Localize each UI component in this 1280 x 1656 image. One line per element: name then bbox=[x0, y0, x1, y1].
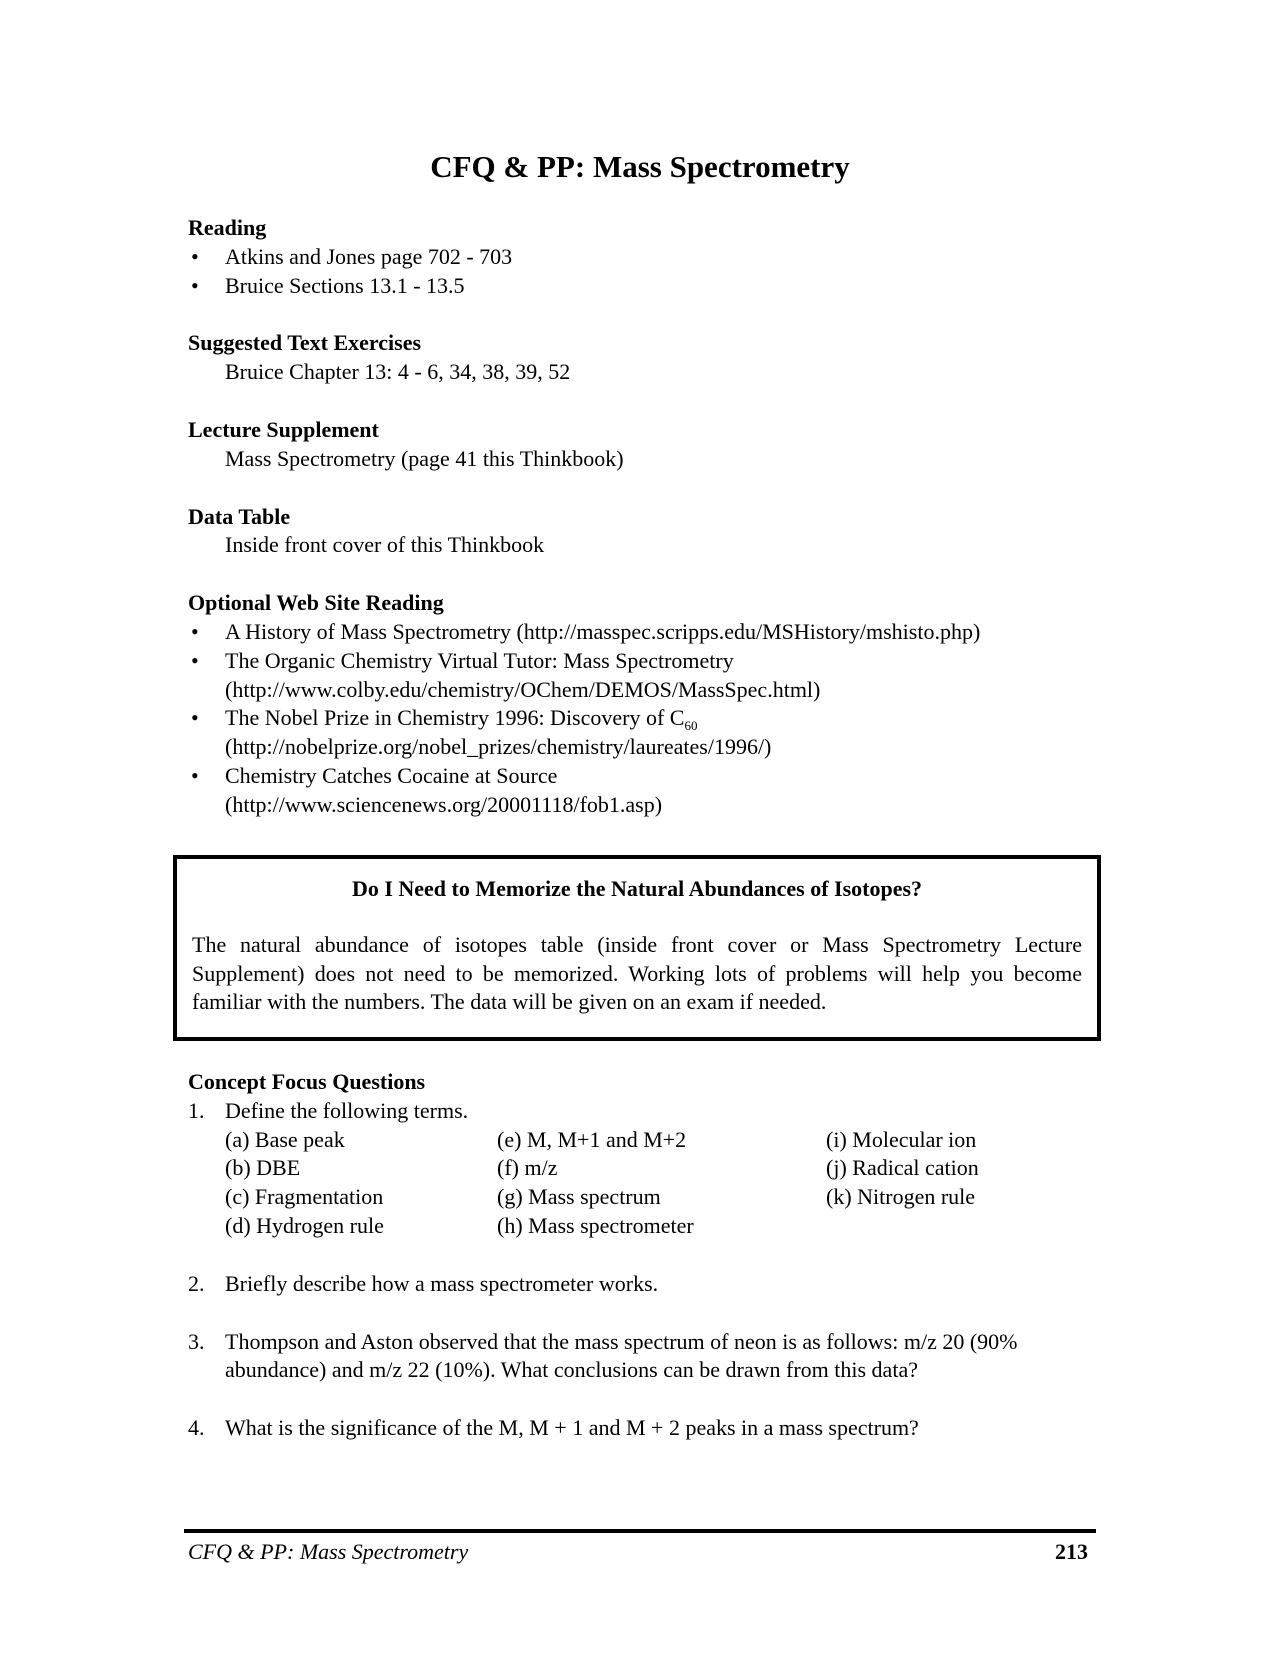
question-text: Thompson and Aston observed that the mass spectrum of neon is as follows: m/z 20 (90% abundance) and m/z 22 (10%). What conclusions can be drawn from this data? bbox=[225, 1328, 1018, 1383]
term-item: (k) Nitrogen rule bbox=[826, 1184, 976, 1210]
list-item: • Atkins and Jones page 702 - 703 bbox=[188, 243, 1088, 272]
question-number: 4. bbox=[188, 1415, 205, 1441]
cfq-heading: Concept Focus Questions bbox=[188, 1069, 426, 1094]
link-url[interactable]: (http://www.colby.edu/chemistry/OChem/DEMOS/MassSpec.html) bbox=[225, 676, 821, 702]
main-content bbox=[188, 214, 1088, 849]
link-url[interactable]: (http://www.sciencenews.org/20001118/fob1.asp) bbox=[225, 791, 663, 817]
datatable-text: Inside front cover of this Thinkbook bbox=[225, 532, 545, 558]
list-item bbox=[188, 704, 1088, 762]
list-item: • Bruice Sections 13.1 - 13.5 bbox=[188, 272, 1088, 301]
web-section bbox=[188, 589, 1088, 819]
page-number: 213 bbox=[1055, 1539, 1088, 1564]
term-item: (b) DBE bbox=[225, 1155, 301, 1181]
term-item: (a) Base peak bbox=[225, 1126, 345, 1152]
list-item bbox=[188, 762, 1088, 820]
datatable-section bbox=[188, 503, 1088, 561]
reading-heading: Reading bbox=[188, 215, 267, 240]
web-list bbox=[188, 618, 1088, 820]
subscript: 60 bbox=[684, 718, 698, 734]
web-heading: Optional Web Site Reading bbox=[188, 590, 444, 616]
item-title: Chemistry Catches Cocaine at Source bbox=[225, 762, 558, 788]
suggested-heading: Suggested Text Exercises bbox=[188, 330, 422, 356]
term-item: (f) m/z bbox=[497, 1155, 558, 1181]
info-box bbox=[173, 855, 1101, 1041]
suggested-section bbox=[188, 329, 1088, 387]
lecture-text: Mass Spectrometry (page 41 this Thinkbook) bbox=[225, 445, 624, 471]
question-item bbox=[188, 1097, 1088, 1241]
question-number: 3. bbox=[188, 1328, 205, 1354]
question-text: Briefly describe how a mass spectrometer works. bbox=[225, 1270, 659, 1296]
terms-grid bbox=[225, 1126, 1088, 1241]
lecture-section bbox=[188, 416, 1088, 474]
term-item: (d) Hydrogen rule bbox=[225, 1212, 384, 1238]
footer-divider bbox=[184, 1529, 1096, 1533]
reading-list bbox=[188, 243, 1088, 301]
term-item: (j) Radical cation bbox=[826, 1155, 979, 1181]
link-text[interactable]: A History of Mass Spectrometry (http://masspec.scripps.edu/MSHistory/mshisto.php) bbox=[225, 618, 981, 644]
question-number: 2. bbox=[188, 1270, 205, 1296]
footer-title: CFQ & PP: Mass Spectrometry bbox=[188, 1539, 469, 1564]
datatable-heading: Data Table bbox=[188, 503, 291, 529]
item-title: The Nobel Prize in Chemistry 1996: Discovery of C bbox=[225, 705, 685, 731]
term-item: (h) Mass spectrometer bbox=[497, 1212, 694, 1238]
question-item bbox=[188, 1270, 1088, 1299]
box-title: Do I Need to Memorize the Natural Abundances of Isotopes? bbox=[351, 876, 923, 901]
page-footer bbox=[188, 1538, 1088, 1566]
reading-section bbox=[188, 214, 1088, 300]
term-item: (c) Fragmentation bbox=[225, 1184, 384, 1210]
box-text: The natural abundance of isotopes table (inside front cover or Mass Spectrometry Lecture Supplement) does not need to be memorized. Working lots of problems will help you become familiar with the numbers. The data will be given on an exam if needed. bbox=[192, 931, 1082, 1015]
term-item: (e) M, M+1 and M+2 bbox=[497, 1126, 687, 1152]
term-item bbox=[826, 1212, 1026, 1241]
list-item bbox=[188, 647, 1088, 705]
question-list bbox=[188, 1097, 1088, 1443]
list-item bbox=[188, 618, 1088, 647]
question-text: Define the following terms. bbox=[225, 1097, 469, 1123]
item-title: The Organic Chemistry Virtual Tutor: Mass Spectrometry bbox=[225, 647, 734, 673]
term-item: (i) Molecular ion bbox=[826, 1126, 977, 1152]
page-title: CFQ & PP: Mass Spectrometry bbox=[430, 149, 850, 184]
link-url[interactable]: (http://nobelprize.org/nobel_prizes/chemistry/laureates/1996/) bbox=[225, 734, 772, 760]
question-number: 1. bbox=[188, 1097, 205, 1123]
concept-questions-section bbox=[188, 1068, 1088, 1472]
lecture-heading: Lecture Supplement bbox=[188, 416, 379, 442]
suggested-text: Bruice Chapter 13: 4 - 6, 34, 38, 39, 52 bbox=[225, 359, 571, 385]
question-item bbox=[188, 1328, 1088, 1386]
question-text: What is the significance of the M, M + 1 and M + 2 peaks in a mass spectrum? bbox=[225, 1415, 919, 1441]
term-item: (g) Mass spectrum bbox=[497, 1184, 661, 1210]
question-item bbox=[188, 1414, 1088, 1443]
